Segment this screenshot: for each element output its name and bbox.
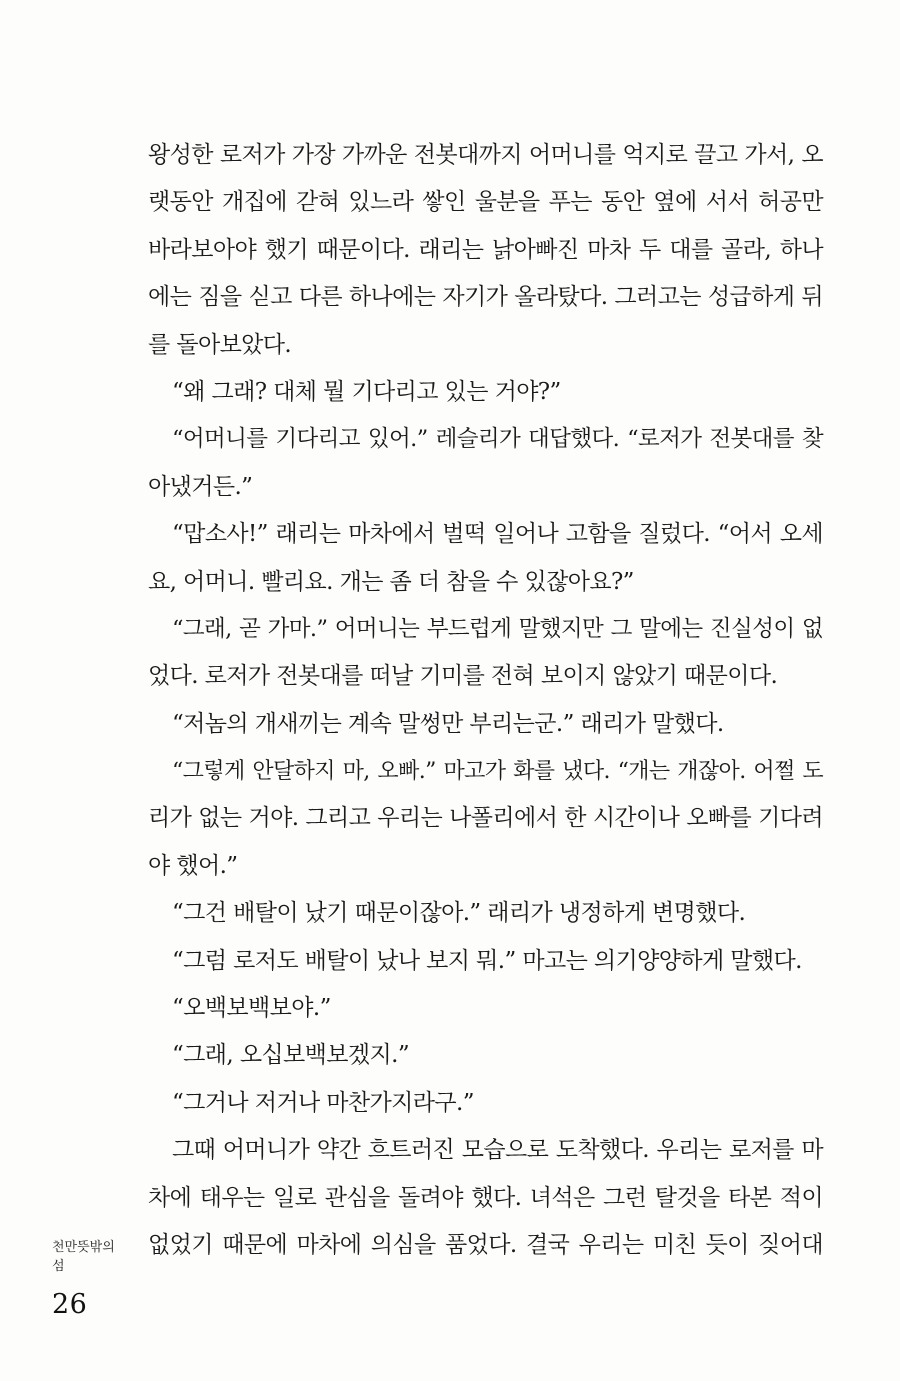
text-line: “그렇게 안달하지 마, 오빠.” 마고가 화를 냈다. “개는 개잖아. 어쩔 도 — [172, 759, 823, 785]
text-line: “그래, 곧 가마.” 어머니는 부드럽게 말했지만 그 말에는 진실성이 없 — [172, 615, 823, 642]
text-line: “저놈의 개새끼는 계속 말썽만 부리는군.” 래리가 말했다. — [172, 710, 724, 737]
text-line: 에는 짐을 싣고 다른 하나에는 자기가 올라탔다. 그러고는 성급하게 뒤 — [148, 284, 823, 311]
text-line: “오백보백보야.” — [172, 995, 331, 1022]
text-line: “그럼 로저도 배탈이 났나 보지 뭐.” 마고는 의기양양하게 말했다. — [172, 947, 802, 974]
text-line: 랫동안 개집에 갇혀 있느라 쌓인 울분을 푸는 동안 옆에 서서 허공만 — [148, 189, 823, 216]
text-line: “그건 배탈이 났기 때문이잖아.” 래리가 냉정하게 변명했다. — [172, 900, 746, 927]
page-number: 26 — [52, 1289, 88, 1320]
text-line: 차에 태우는 일로 관심을 돌려야 했다. 녀석은 그런 탈것을 타본 적이 — [148, 1184, 823, 1211]
text-line: 었다. 로저가 전봇대를 떠날 기미를 전혀 보이지 않았기 때문이다. — [148, 663, 778, 690]
text-line: 왕성한 로저가 가장 가까운 전봇대까지 어머니를 억지로 끌고 가서, 오 — [148, 142, 823, 168]
text-line: “왜 그래? 대체 뭘 기다리고 있는 거야?” — [172, 378, 561, 405]
body-text — [148, 132, 823, 1269]
book-title-line: 천만뜻밖의 — [52, 1240, 115, 1255]
text-line: 아냈거든.” — [148, 473, 253, 500]
book-title-line: 섬 — [52, 1259, 65, 1274]
text-line: 바라보아야 했기 때문이다. 래리는 낡아빠진 마차 두 대를 골라, 하나 — [148, 236, 823, 263]
text-line: “맙소사!” 래리는 마차에서 벌떡 일어나 고함을 질렀다. “어서 오세 — [172, 521, 823, 548]
text-line: 리가 없는 거야. 그리고 우리는 나폴리에서 한 시간이나 오빠를 기다려 — [148, 805, 823, 832]
text-line: “그거나 저거나 마찬가지라구.” — [172, 1089, 474, 1116]
text-line: 야 했어.” — [148, 852, 238, 879]
text-line: “어머니를 기다리고 있어.” 레슬리가 대답했다. “로저가 전봇대를 찾 — [172, 426, 823, 453]
text-line: 요, 어머니. 빨리요. 개는 좀 더 참을 수 있잖아요?” — [148, 568, 634, 595]
text-line: 를 돌아보았다. — [148, 331, 292, 358]
text-line: “그래, 오십보백보겠지.” — [172, 1042, 410, 1069]
text-line: 그때 어머니가 약간 흐트러진 모습으로 도착했다. 우리는 로저를 마 — [172, 1137, 823, 1164]
text-line: 없었기 때문에 마차에 의심을 품었다. 결국 우리는 미친 듯이 짖어대 — [148, 1231, 823, 1258]
running-footer-title — [52, 1238, 115, 1276]
